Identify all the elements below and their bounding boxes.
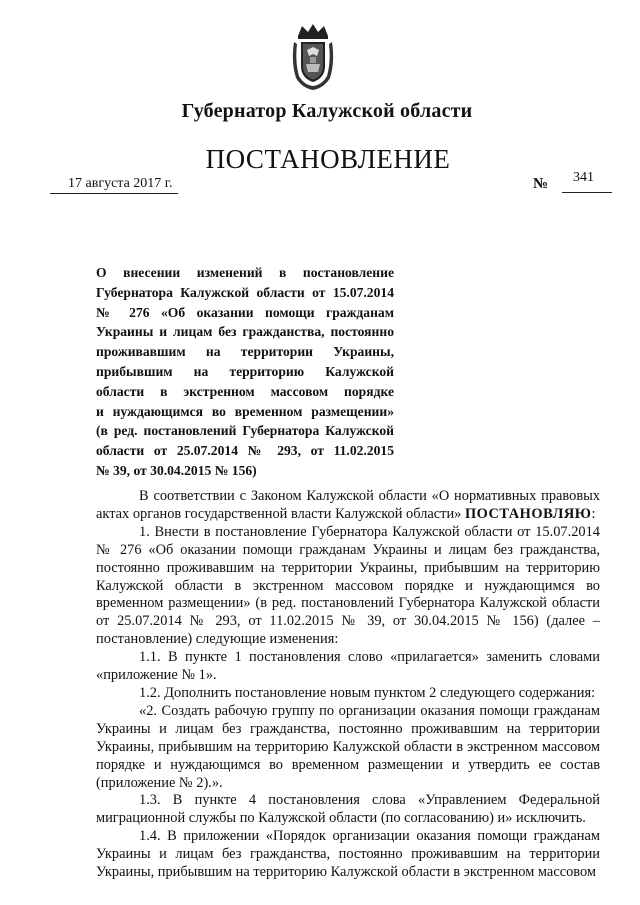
title-line: Губернатора Калужской области от 15.07.2014	[96, 284, 394, 300]
paragraph-1-2-quote: «2. Создать рабочую группу по организации оказания помощи гражданам Украины и лицам без гражданства, постоянно проживавшим на территории Украины, прибывшим на территорию Калужской области в экстренном массовом порядке и нуждающимся во временном размещении и утвердить ее состав (приложение № 2).».	[96, 702, 600, 791]
title-line: Украины и лицам без гражданства, постоянно	[96, 324, 394, 340]
title-line: области в экстренном массовом порядке	[96, 383, 394, 399]
paragraph-1-2: 1.2. Дополнить постановление новым пунктом 2 следующего содержания:	[139, 684, 596, 701]
paragraph-1-4: 1.4. В приложении «Порядок организации оказания помощи гражданам Украины и лицам без гражданства, постоянно проживавшим на территории Украины, прибывшим на территорию Калужской области в экстренном массовом	[96, 828, 600, 881]
decree-word: ПОСТАНОВЛЯЮ	[464, 505, 592, 522]
paragraph-1: 1. Внести в постановление Губернатора Калужской области от 15.07.2014 № 276 «Об оказании помощи гражданам Украины и лицам без гражданства, постоянно проживавшим на территории Украины, прибывшим на территорию Калужской области в экстренном массовом порядке и нуждающимся во временном размещении» (в ред. постановлений Губернатора Калужской области от 25.07.2014 № 293, от 11.02.2015 № 39, от 30.04.2015 № 156) (далее – постановление) следующие изменения:	[96, 523, 600, 648]
document-number: 341	[573, 170, 594, 185]
number-underline	[562, 192, 612, 193]
document-body	[96, 488, 600, 882]
document-type-heading: ПОСТАНОВЛЕНИЕ	[205, 144, 451, 174]
coat-of-arms-icon	[288, 22, 338, 92]
decree-colon: :	[591, 505, 596, 522]
paragraph-1-3: 1.3. В пункте 4 постановления слова «Управлением Федеральной миграционной службы по Калужской области (по согласованию) и» исключить.	[96, 792, 600, 827]
date-underline	[50, 193, 178, 194]
paragraph-1-1: 1.1. В пункте 1 постановления слово «прилагается» заменить словами «приложение № 1».	[96, 649, 600, 684]
title-line: (в ред. постановлений Губернатора Калужской	[96, 423, 394, 439]
document-date: 17 августа 2017 г.	[68, 176, 173, 191]
preamble-paragraph	[96, 488, 600, 524]
title-line: № 39, от 30.04.2015 № 156)	[96, 462, 257, 478]
title-line: и нуждающимся во временном размещении»	[96, 403, 394, 419]
document-title	[96, 263, 394, 481]
title-line: прибывшим на территорию Калужской	[96, 363, 394, 379]
title-line: О внесении изменений в постановление	[96, 265, 394, 280]
number-sign: №	[533, 176, 549, 192]
preamble-text: В соответствии с Законом Калужской области «О нормативных правовых актах органов государственной власти Калужской области»	[96, 488, 600, 522]
title-line: проживавшим на территории Украины,	[96, 344, 394, 360]
issuing-authority: Губернатор Калужской области	[181, 100, 473, 122]
title-line: области от 25.07.2014 № 293, от 11.02.2015	[96, 443, 394, 459]
title-line: № 276 «Об оказании помощи гражданам	[96, 304, 394, 320]
